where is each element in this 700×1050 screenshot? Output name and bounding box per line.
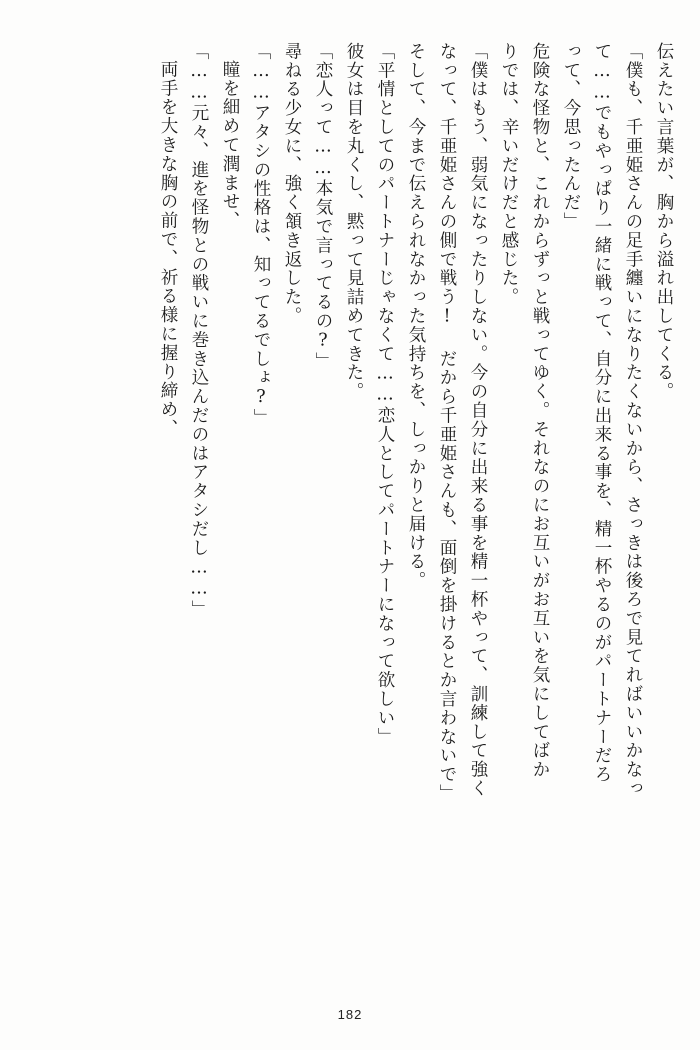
text-column: 「僕はもう、弱気になったりしない。今の自分に出来る事を精一杯やって、訓練して強く [468, 42, 488, 798]
text-column: 「……元々、進を怪物との戦いに巻き込んだのはアタシだし……」 [189, 42, 209, 619]
text-column: 「平情としてのパートナーじゃなくて……恋人としてパートナーになって欲しい」 [375, 42, 395, 747]
text-column: そして、今まで伝えられなかった気持ちを、しっかりと届ける。 [406, 42, 426, 591]
text-column: 尋ねる少女に、強く頷き返した。 [282, 42, 302, 326]
text-column: 「……アタシの性格は、知ってるでしょ?」 [251, 42, 271, 428]
text-column: 「恋人って……本気で言ってるの?」 [313, 42, 333, 371]
text-column: りでは、辛いだけだと感じた。 [499, 42, 519, 307]
vertical-text-body [30, 42, 672, 970]
text-column: 両手を大きな胸の前で、祈る様に握り締め、 [158, 60, 178, 438]
text-column: 危険な怪物と、これからずっと戦ってゆく。それなのにお互いがお互いを気にしてばか [530, 42, 550, 780]
text-column: って、今思ったんだ」 [561, 42, 581, 231]
text-column: て……でもやっぱり一緒に戦って、自分に出来る事を、精一杯やるのがパートナーだろ [592, 42, 612, 785]
text-column: 伝えたい言葉が、胸から溢れ出してくる。 [654, 42, 674, 402]
text-column: なって、千亜姫さんの側で戦う! だから千亜姫さんも、面倒を掛けるとか言わないで」 [437, 42, 457, 803]
page-number: 182 [337, 1007, 363, 1022]
text-column: 「僕も、千亜姫さんの足手纏いになりたくないから、さっきは後ろで見てればいいかなっ [623, 42, 643, 798]
text-column: 彼女は目を丸くし、黙って見詰めてきた。 [344, 42, 364, 402]
text-column: 瞳を細めて潤ませ、 [220, 60, 240, 231]
